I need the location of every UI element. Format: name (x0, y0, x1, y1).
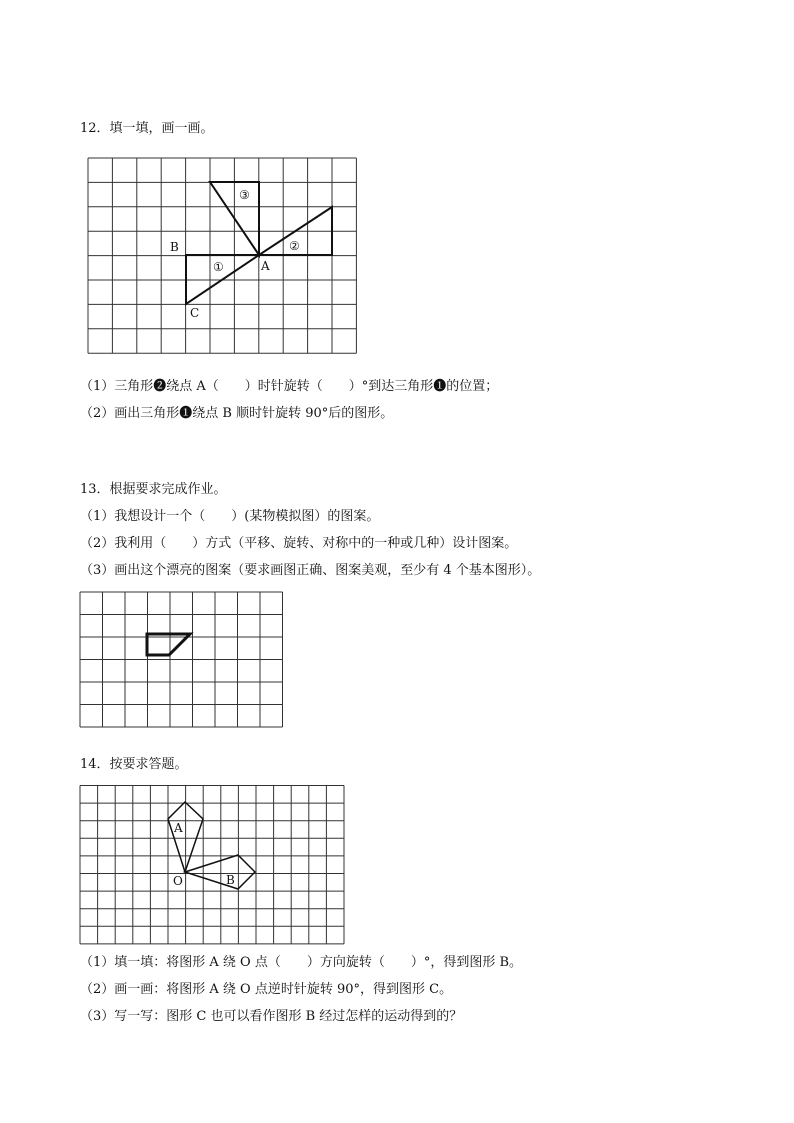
q14-grid-figure (79, 785, 344, 942)
q14-label-b: B (226, 873, 235, 887)
q13-subquestion-1: （1）我想设计一个（ ）(某物模拟图）的图案。 (80, 509, 380, 524)
q14-subquestion-3: （3）写一写：图形 C 也可以看作图形 B 经过怎样的运动得到的？ (80, 1009, 463, 1024)
q12-label-t1: ① (213, 260, 224, 274)
q12-subquestion-2: （2）画出三角形❶绕点 B 顺时针旋转 90°后的图形。 (80, 406, 394, 421)
q12-title: 12．填一填，画一画。 (80, 121, 214, 136)
q13-subquestion-2: （2）我利用（ ）方式（平移、旋转、对称中的一种或几种）设计图案。 (80, 536, 518, 551)
q14-label-a: A (174, 821, 183, 835)
q13-title: 13．根据要求完成作业。 (80, 482, 227, 497)
q12-point-a: A (261, 259, 270, 273)
q14-subquestion-1: （1）填一填：将图形 A 绕 O 点（ ）方向旋转（ ）°，得到图形 B。 (80, 955, 523, 970)
q14-label-o: O (173, 874, 183, 888)
q12-point-c: C (190, 306, 200, 320)
q14-subquestion-2: （2）画一画：将图形 A 绕 O 点逆时针旋转 90°，得到图形 C。 (80, 982, 453, 997)
q13-grid-figure (79, 591, 284, 720)
q12-subquestion-1: （1）三角形❷绕点 A（ ）时针旋转（ ）°到达三角形❶的位置； (80, 379, 499, 394)
q14-shape-b (185, 855, 255, 889)
q14-title: 14．按要求答题。 (80, 757, 188, 772)
q12-point-b: B (170, 240, 179, 254)
q13-subquestion-3: （3）画出这个漂亮的图案（要求画图正确、图案美观，至少有 4 个基本图形）。 (80, 563, 541, 578)
q12-label-t2: ② (289, 239, 300, 253)
q12-grid-figure (86, 157, 358, 355)
q12-label-t3: ③ (239, 188, 250, 202)
